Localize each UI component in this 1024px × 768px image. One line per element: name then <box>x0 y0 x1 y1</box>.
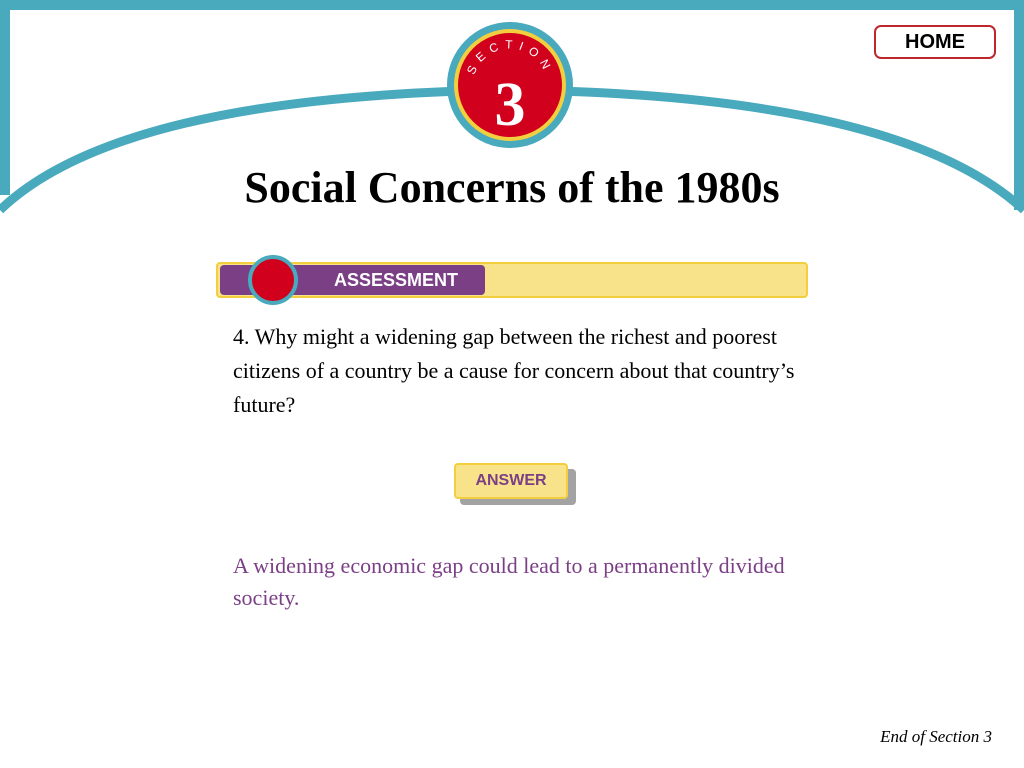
question-text: 4. Why might a widening gap between the richest and poorest citizens of a country be a cause for concern about that country’s future? <box>233 324 795 417</box>
home-button[interactable]: HOME <box>874 25 996 59</box>
section-badge-graphic <box>445 20 575 150</box>
assessment-bullet-icon <box>248 255 298 305</box>
frame-top-border <box>0 0 1024 10</box>
end-of-section-label: End of Section 3 <box>880 727 992 746</box>
section-badge <box>445 20 575 150</box>
section-word: SECTION <box>463 37 557 77</box>
answer-text: A widening economic gap could lead to a permanently divided society. <box>233 553 785 610</box>
section-number: 3 <box>494 71 526 139</box>
answer-button[interactable]: ANSWER <box>454 463 568 499</box>
page-title: Social Concerns of the 1980s <box>244 163 780 212</box>
assessment-label: ASSESSMENT <box>333 269 459 290</box>
